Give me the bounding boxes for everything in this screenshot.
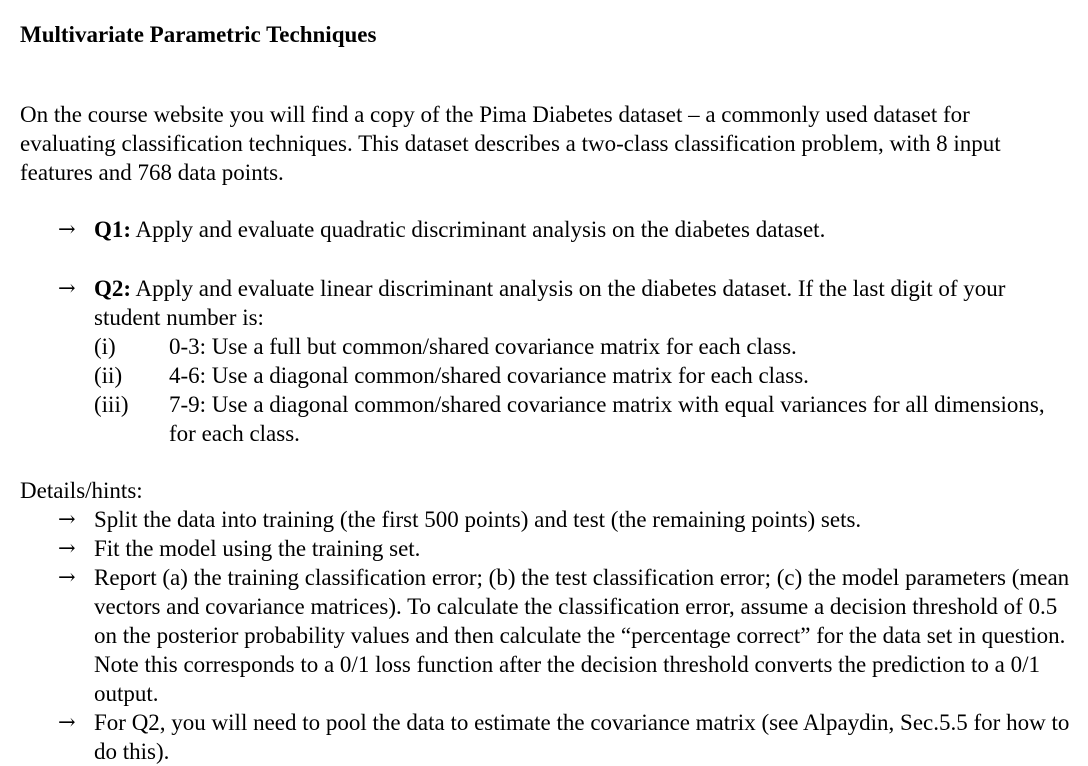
option-numeral: (ii) [94, 363, 123, 388]
hint-item [58, 563, 1070, 708]
question-1-label: Q1: [94, 217, 132, 242]
option-item [94, 332, 1070, 361]
question-1-content [94, 215, 1070, 244]
hint-list [58, 505, 1070, 766]
option-text: 4-6: Use a diagonal common/shared covariance matrix for each class. [169, 363, 809, 388]
arrow-icon: → [58, 536, 76, 560]
question-2-text: Apply and evaluate linear discriminant analysis on the diabetes dataset. If the last digit of your student number is: [94, 276, 1006, 330]
question-list [58, 215, 1070, 448]
arrow-icon: → [58, 507, 76, 531]
option-item [94, 361, 1070, 390]
option-text: 0-3: Use a full but common/shared covariance matrix for each class. [169, 334, 797, 359]
hint-text: Fit the model using the training set. [94, 536, 421, 561]
hint-text: Split the data into training (the first 500 points) and test (the remaining points) sets. [94, 507, 862, 532]
hint-item [58, 708, 1070, 766]
arrow-icon: → [58, 710, 76, 734]
arrow-icon: → [58, 276, 76, 300]
hint-text: For Q2, you will need to pool the data to estimate the covariance matrix (see Alpaydin, Sec.5.5 for how to do this). [94, 710, 1070, 764]
option-item [94, 390, 1070, 448]
intro-paragraph: On the course website you will find a copy of the Pima Diabetes dataset – a commonly used dataset for evaluating classification techniques. This dataset describes a two-class classification problem, with 8 input features and 768 data points. [20, 102, 1001, 185]
question-2 [58, 274, 1070, 448]
hint-text: Report (a) the training classification error; (b) the test classification error; (c) the model parameters (mean vectors and covariance matrices). To calculate the classification error, assume a decision threshold of 0.5 on the posterior probability values and then calculate the “percentage correct” for the data set in question. Note this corresponds to a 0/1 loss function after the decision threshold converts the prediction to a 0/1 output. [94, 565, 1070, 706]
option-numeral: (iii) [94, 392, 129, 417]
hint-item [58, 534, 1070, 563]
arrow-icon: → [58, 565, 76, 589]
arrow-icon: → [58, 217, 76, 241]
option-numeral: (i) [94, 334, 116, 359]
option-text: 7-9: Use a diagonal common/shared covariance matrix with equal variances for all dimensions, for each class. [169, 392, 1045, 446]
hint-item [58, 505, 1070, 534]
details-heading: Details/hints: [20, 478, 143, 503]
question-2-label: Q2: [94, 276, 132, 301]
question-1 [58, 215, 1070, 244]
question-2-options [94, 332, 1070, 448]
document-page [20, 20, 1070, 766]
question-1-text: Apply and evaluate quadratic discriminant analysis on the diabetes dataset. [131, 217, 826, 242]
document-title: Multivariate Parametric Techniques [20, 22, 377, 47]
question-2-content [94, 274, 1070, 448]
